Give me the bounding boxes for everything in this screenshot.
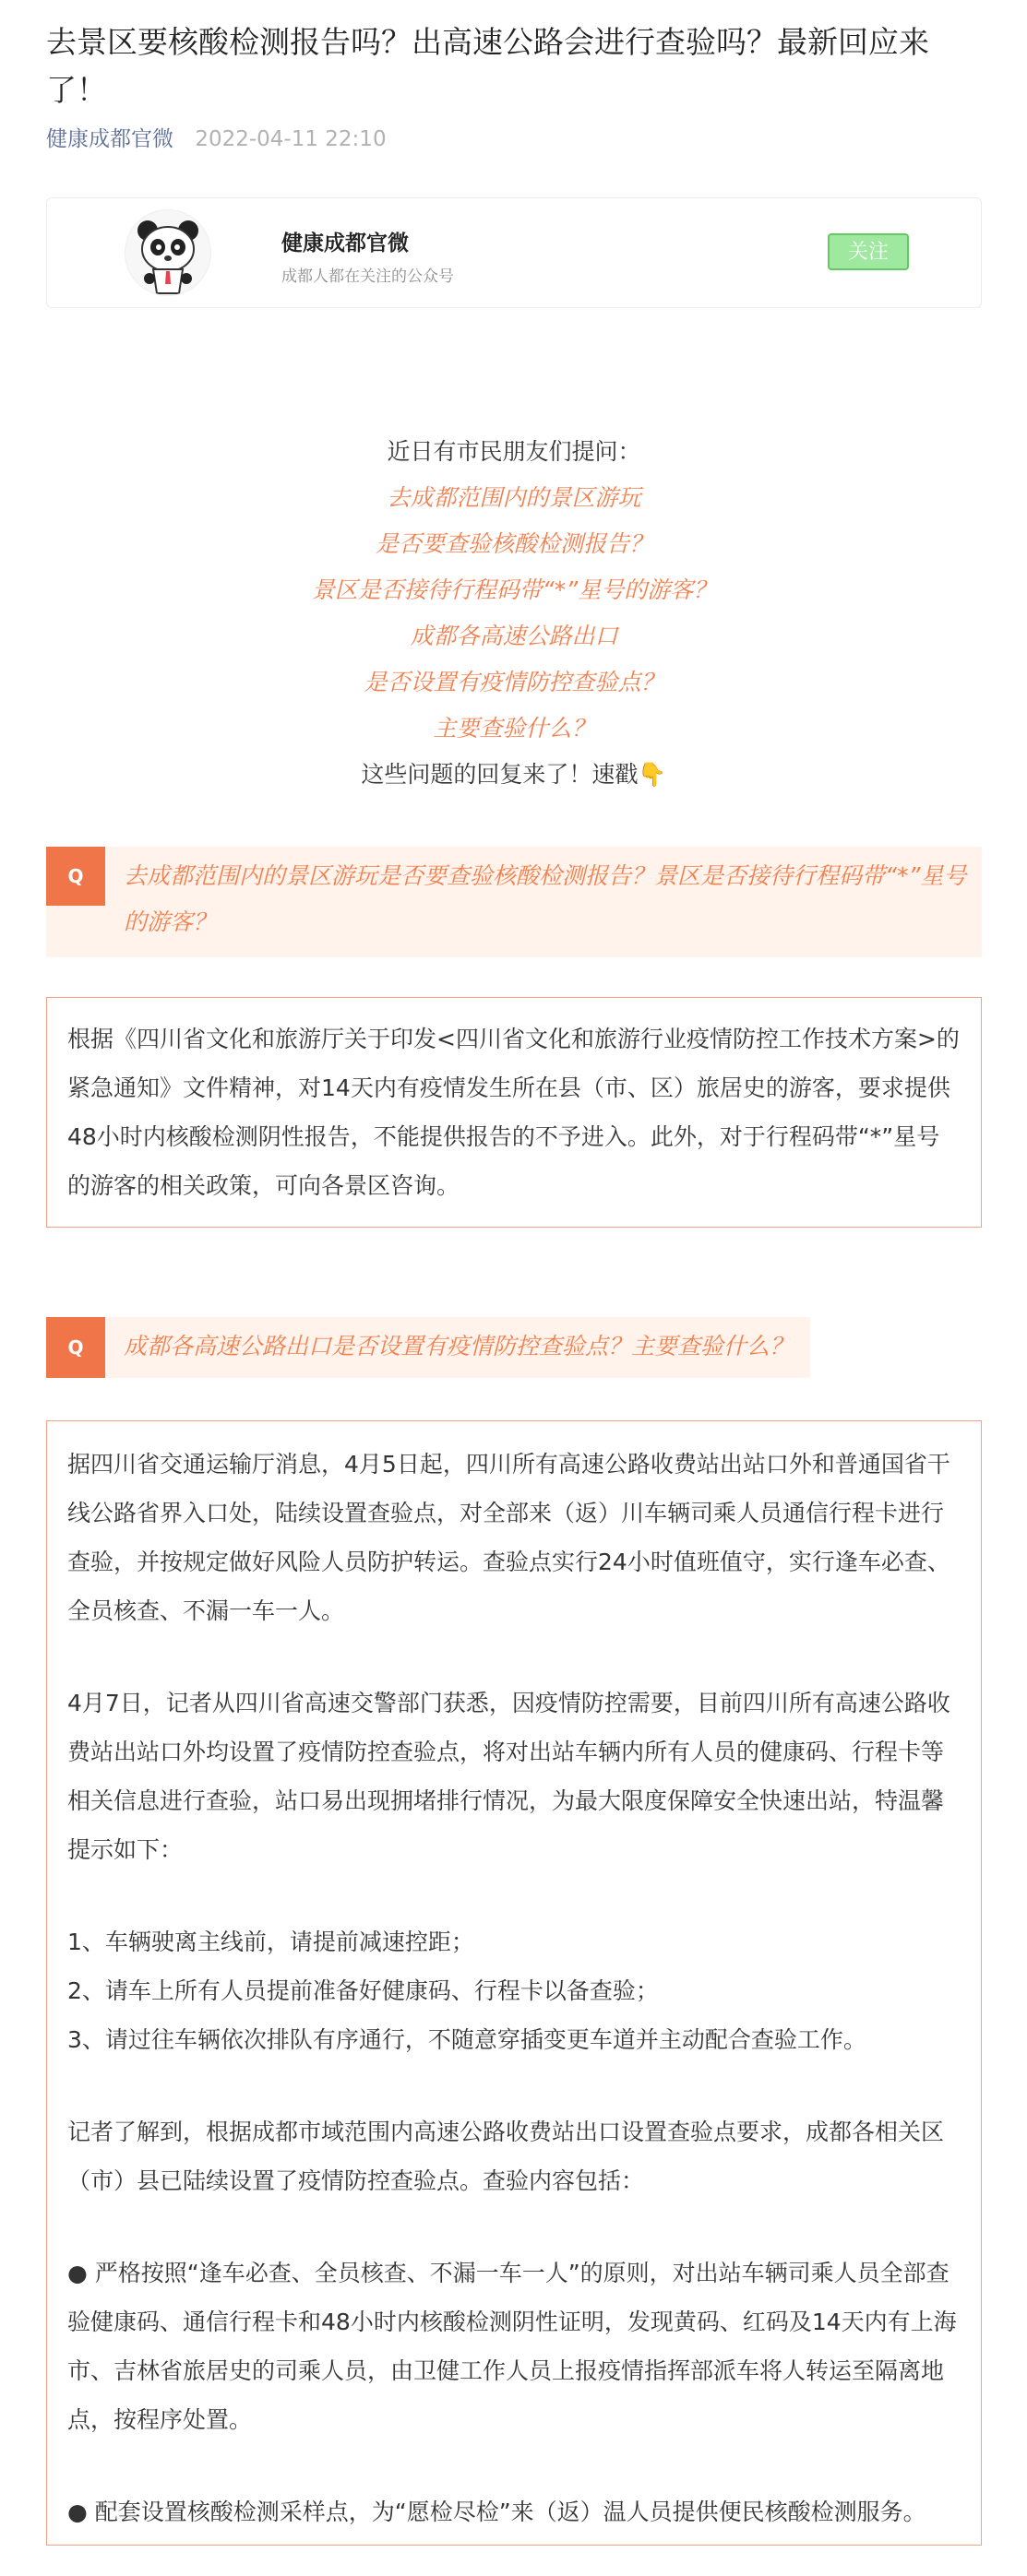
article-title: 去景区要核酸检测报告吗？出高速公路会进行查验吗？最新回应来了！ [46, 24, 929, 108]
publish-date: 2022-04-11 22:10 [195, 127, 387, 151]
profile-description: 成都人都在关注的公众号 [281, 267, 454, 286]
tip-item: 2、请车上所有人员提前准备好健康码、行程卡以备查验； [67, 1977, 659, 2004]
tip-item: 3、请过往车辆依次排队有序通行，不随意穿插变更车道并主动配合查验工作。 [67, 2026, 866, 2053]
answer-paragraph: 4月7日，记者从四川省高速交警部门获悉，因疫情防控需要，目前四川所有高速公路收费站出站口外均设置了疫情防控查验点，将对出站车辆内所有人员的健康码、行程卡等相关信息进行查验，站口易出现拥堵排行情况，为最大限度保障安全快速出站，特温馨提示如下： [67, 1690, 950, 1863]
panda-mascot-icon [125, 209, 211, 296]
answer-box-1 [46, 997, 982, 1228]
intro-question: 是否要查验核酸检测报告？ [375, 530, 652, 557]
q-badge: Q [46, 847, 105, 906]
tip-item: 1、车辆驶离主线前，请提前减速控距； [67, 1929, 474, 1955]
intro-block [46, 429, 982, 798]
question-text: 去成都范围内的景区游玩是否要查验核酸检测报告？景区是否接待行程码带“*”星号的游客？ [124, 862, 967, 935]
answer-box-2 [46, 1420, 982, 2546]
intro-question: 景区是否接待行程码带“*”星号的游客？ [311, 576, 717, 603]
intro-question: 去成都范围内的景区游玩 [387, 484, 641, 511]
intro-question: 成都各高速公路出口 [410, 623, 618, 649]
profile-card[interactable] [46, 197, 982, 308]
account-link[interactable]: 健康成都官微 [46, 127, 173, 151]
intro-lead: 近日有市民朋友们提问： [387, 438, 641, 465]
profile-name: 健康成都官微 [281, 231, 409, 255]
intro-closing: 这些问题的回复来了！速戳👇 [361, 761, 667, 788]
article-meta [46, 122, 387, 152]
question-banner-1 [46, 847, 982, 957]
q-badge: Q [46, 1317, 105, 1378]
intro-question: 主要查验什么？ [433, 715, 595, 742]
answer-paragraph: 记者了解到，根据成都市域范围内高速公路收费站出口设置查验点要求，成都各相关区（市）县已陆续设置了疫情防控查验点。查验内容包括： [67, 2119, 945, 2194]
intro-question: 是否设置有疫情防控查验点？ [364, 669, 664, 695]
bullet-item: ● 严格按照“逢车必查、全员核查、不漏一车一人”的原则，对出站车辆司乘人员全部查验健康码、通信行程卡和48小时内核酸检测阴性证明，发现黄码、红码及14天内有上海市、吉林省旅居史的司乘人员，由卫健工作人员上报疫情指挥部派车将人转运至隔离地点，按程序处置。 [67, 2260, 957, 2433]
answer-paragraph: 据四川省交通运输厅消息，4月5日起，四川所有高速公路收费站出站口外和普通国省干线公路省界入口处，陆续设置查验点，对全部来（返）川车辆司乘人员通信行程卡进行查验，并按规定做好风险人员防护转运。查验点实行24小时值班值守，实行逢车必查、全员核查、不漏一车一人。 [67, 1451, 950, 1624]
answer-text: 根据《四川省文化和旅游厅关于印发<四川省文化和旅游行业疫情防控工作技术方案>的紧急通知》文件精神，对14天内有疫情发生所在县（市、区）旅居史的游客，要求提供48小时内核酸检测阴性报告，不能提供报告的不予进入。此外，对于行程码带“*”星号的游客的相关政策，可向各景区咨询。 [67, 1026, 960, 1199]
follow-button[interactable]: 关注 [828, 233, 909, 270]
bullet-item: ● 配套设置核酸检测采样点，为“愿检尽检”来（返）温人员提供便民核酸检测服务。 [67, 2499, 926, 2525]
question-text: 成都各高速公路出口是否设置有疫情防控查验点？主要查验什么？ [124, 1333, 794, 1359]
question-banner-2 [46, 1317, 810, 1378]
